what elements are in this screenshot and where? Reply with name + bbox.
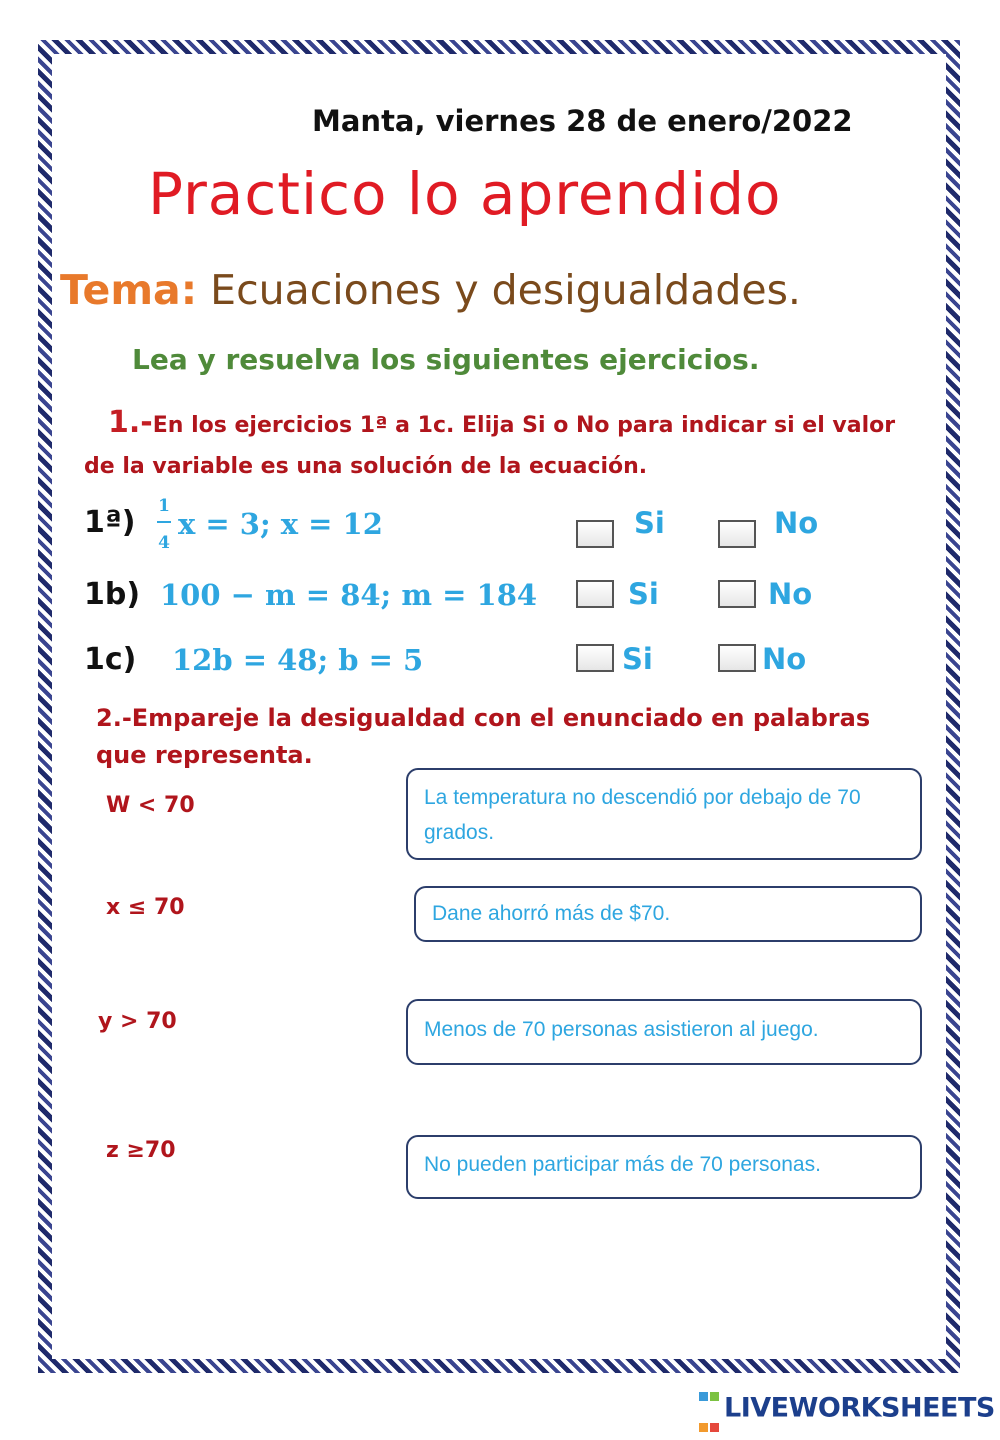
item-1b-no-checkbox[interactable]	[718, 580, 756, 608]
inequality-w[interactable]: W < 70	[106, 793, 195, 818]
fraction-denominator: 4	[158, 533, 170, 553]
item-1c-no-label: No	[762, 642, 807, 676]
logo-blocks-icon	[698, 1378, 720, 1440]
question-1-prompt	[84, 402, 924, 487]
question-1-number: 1.-	[108, 405, 153, 440]
page-title: Practico lo aprendido	[148, 160, 782, 228]
item-1a-equation: x = 3; x = 12	[178, 507, 383, 541]
instruction-text: Lea y resuelva los siguientes ejercicios.	[132, 343, 760, 376]
item-1b-label: 1b)	[84, 577, 141, 612]
item-1c-si-checkbox[interactable]	[576, 644, 614, 672]
question-2-prompt: 2.-Empareje la desigualdad con el enunciado en palabras que representa.	[96, 704, 871, 769]
statement-card-participants[interactable]: No pueden participar más de 70 personas.	[406, 1135, 922, 1199]
item-1a-no-checkbox[interactable]	[718, 520, 756, 548]
item-1b-no-label: No	[768, 577, 813, 611]
item-1c-si-label: Si	[622, 642, 653, 676]
item-1a-label: 1ª)	[84, 505, 136, 540]
fraction-bar	[157, 521, 171, 523]
item-1b-equation: 100 − m = 84; m = 184	[160, 578, 538, 612]
fraction-numerator: 1	[158, 496, 170, 516]
inequality-y[interactable]: y > 70	[98, 1009, 177, 1034]
statement-card-dane[interactable]: Dane ahorró más de $70.	[414, 886, 922, 942]
item-1c-label: 1c)	[84, 642, 137, 677]
topic-label: Tema:	[60, 266, 198, 314]
topic-text: Ecuaciones y desigualdades.	[210, 266, 801, 314]
question-1-text: En los ejercicios 1ª a 1c. Elija Si o No para indicar si el valor de la variable es una solución de la ecuación.	[84, 413, 896, 479]
item-1b-si-label: Si	[628, 577, 659, 611]
inequality-z[interactable]: z ≥70	[106, 1138, 176, 1163]
statement-card-temperature[interactable]: La temperatura no descendió por debajo de 70 grados.	[406, 768, 922, 860]
inequality-x[interactable]: x ≤ 70	[106, 895, 185, 920]
item-1a-no-label: No	[774, 506, 819, 540]
item-1a-si-label: Si	[634, 506, 665, 540]
item-1a-si-checkbox[interactable]	[576, 520, 614, 548]
logo-text: LIVEWORKSHEETS	[724, 1392, 995, 1424]
item-1c-no-checkbox[interactable]	[718, 644, 756, 672]
statement-card-attendance[interactable]: Menos de 70 personas asistieron al juego.	[406, 999, 922, 1065]
item-1b-si-checkbox[interactable]	[576, 580, 614, 608]
topic-line	[60, 266, 801, 314]
liveworksheets-logo	[698, 1378, 995, 1440]
item-1c-equation: 12b = 48; b = 5	[172, 643, 424, 677]
date-line: Manta, viernes 28 de enero/2022	[312, 104, 853, 138]
